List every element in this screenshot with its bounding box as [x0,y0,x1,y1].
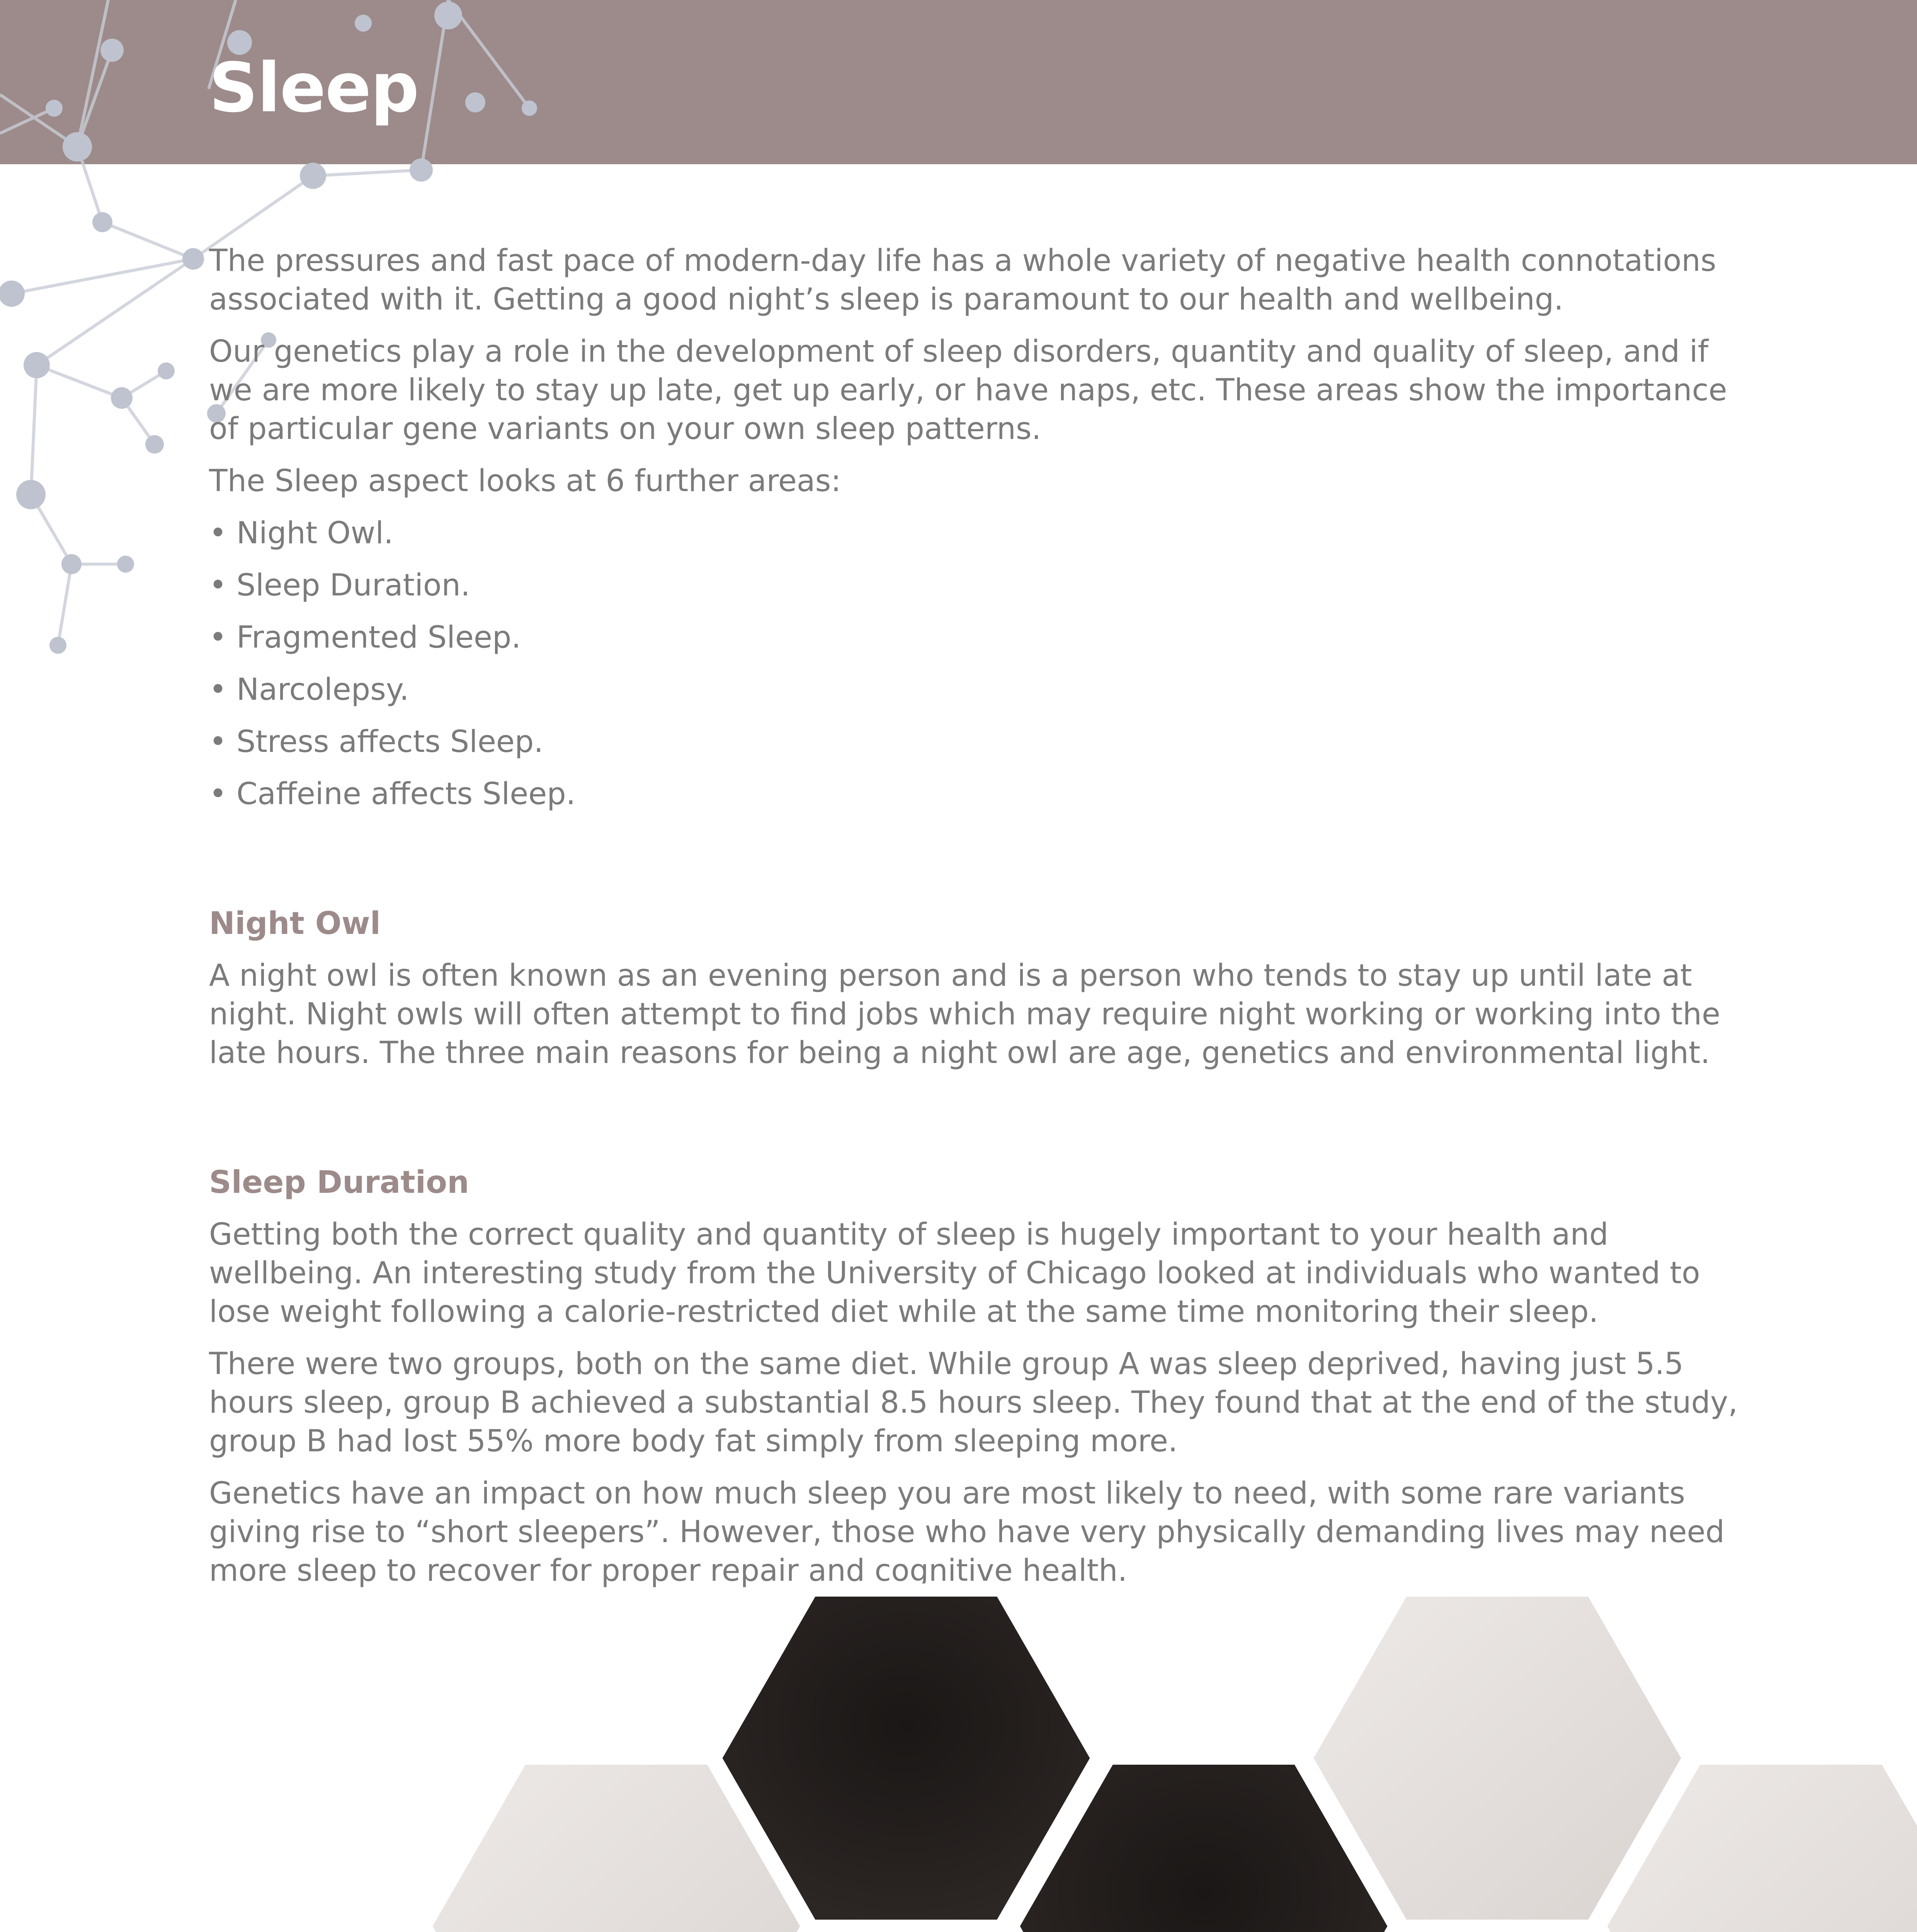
sleep-duration-paragraph: Genetics have an impact on how much sleep you are most likely to need, with some rare variants giving rise to “short sleepers”. However, those who have very physically demanding lives may need more sleep to recover for proper repair and cognitive health. [209,1476,1725,1588]
sleep-areas-list [209,514,1751,813]
list-item-label: Night Owl. [236,516,393,551]
sleep-duration-heading: Sleep Duration [209,1164,469,1200]
night-owl-paragraph: A night owl is often known as an evening person and is a person who tends to stay up until late at night. Night owls will often attempt to find jobs which may require night working or working into the late hours. The three main reasons for being a night owl are age, genetics and environmental light. [209,958,1720,1070]
sleeping-woman-hexagon-photo [0,1577,1917,1932]
list-item-label: Caffeine affects Sleep. [236,777,576,811]
list-item [209,514,1751,553]
list-item-label: Fragmented Sleep. [236,620,521,655]
page-title: Sleep [209,48,418,128]
sleep-duration-paragraph: Getting both the correct quality and quantity of sleep is hugely important to your health and wellbeing. An interesting study from the University of Chicago looked at individuals who wanted to lose weight following a calorie-restricted diet while at the same time monitoring their sleep. [209,1217,1700,1329]
list-item-label: Stress affects Sleep. [236,724,544,759]
intro-paragraph: Our genetics play a role in the development of sleep disorders, quantity and quality of sleep, and if we are more likely to stay up late, get up early, or have naps, etc. These areas show the importance of particular gene variants on your own sleep patterns. [209,334,1727,446]
list-item [209,775,1751,813]
list-item [209,670,1751,709]
list-item-label: Sleep Duration. [236,568,470,603]
list-item-label: Narcolepsy. [236,672,409,707]
intro-paragraph: The pressures and fast pace of modern-day life has a whole variety of negative health connotations associated with it. Getting a good night’s sleep is paramount to our health and wellbeing. [209,243,1716,317]
list-item [209,723,1751,761]
list-item [209,566,1751,605]
main-content [209,242,1751,1604]
list-item [209,618,1751,657]
intro-paragraph: The Sleep aspect looks at 6 further areas: [209,464,841,498]
sleep-duration-paragraph: There were two groups, both on the same diet. While group A was sleep deprived, having just 5.5 hours sleep, group B achieved a substantial 8.5 hours sleep. They found that at the end of the study, group B had lost 55% more body fat simply from sleeping more. [209,1347,1738,1459]
night-owl-heading: Night Owl [209,905,381,941]
